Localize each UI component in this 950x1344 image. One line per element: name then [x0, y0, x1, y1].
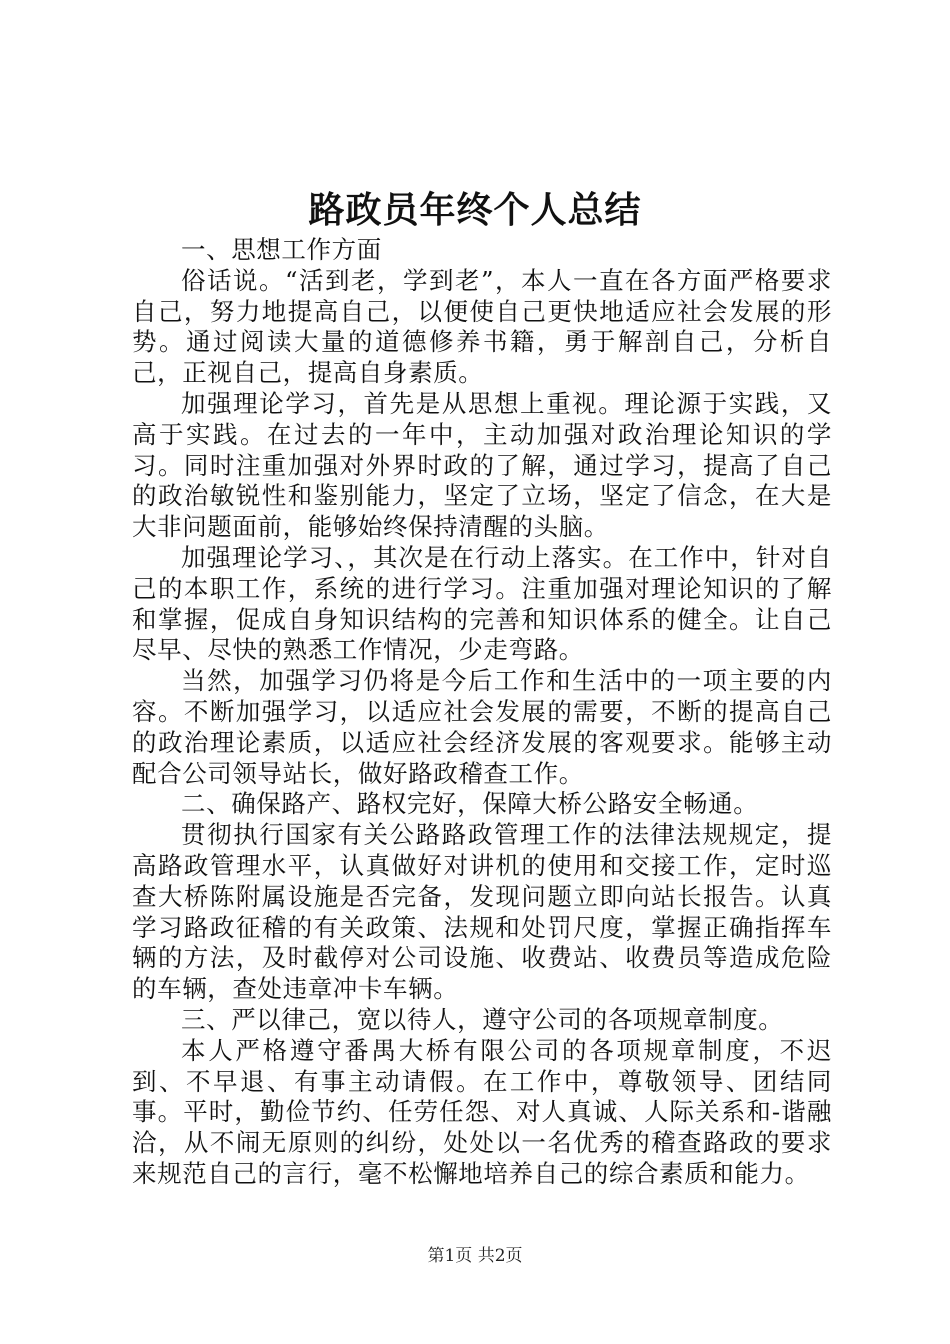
body-paragraph: 当然，加强学习仍将是今后工作和生活中的一项主要的内容。不断加强学习，以适应社会发展的需要，不断的提高自己的政治理论素质，以适应社会经济发展的客观要求。能够主动配合公司领导站长，做好路政稽查工作。 — [132, 666, 832, 788]
body-paragraph: 加强理论学习，首先是从思想上重视。理论源于实践，又高于实践。在过去的一年中，主动加强对政治理论知识的学习。同时注重加强对外界时政的了解，通过学习，提高了自己的政治敏锐性和鉴别能力，坚定了立场，坚定了信念，在大是大非问题面前，能够始终保持清醒的头脑。 — [132, 388, 832, 542]
section-heading-road: 二、确保路产、路权完好，保障大桥公路安全畅通。 — [181, 789, 759, 819]
section-heading-thought: 一、思想工作方面 — [181, 235, 382, 264]
section-heading-discipline: 三、严以律己，宽以待人，遵守公司的各项规章制度。 — [181, 1004, 784, 1034]
body-paragraph: 本人严格遵守番禺大桥有限公司的各项规章制度，不迟到、不早退、有事主动请假。在工作中，尊敬领导、团结同事。平时，勤俭节约、任劳任怨、对人真诚、人际关系和-谐融洽，从不闹无原则的纠纷，处处以一名优秀的稽查路政的要求来规范自己的言行，毫不松懈地培养自己的综合素质和能力。 — [132, 1035, 832, 1188]
body-paragraph: 加强理论学习、，其次是在行动上落实。在工作中，针对自己的本职工作，系统的进行学习。注重加强对理论知识的了解和掌握，促成自身知识结构的完善和知识体系的健全。让自己尽早、尽快的熟悉工作情况，少走弯路。 — [132, 542, 832, 665]
document-title: 路政员年终个人总结 — [308, 189, 642, 231]
body-paragraph: 贯彻执行国家有关公路路政管理工作的法律法规规定，提高路政管理水平，认真做好对讲机的使用和交接工作，定时巡查大桥陈附属设施是否完备，发现问题立即向站长报告。认真学习路政征稽的有关政策、法规和处罚尺度，掌握正确指挥车辆的方法，及时截停对公司设施、收费站、收费员等造成危险的车辆，查处违章冲卡车辆。 — [132, 820, 832, 1004]
document-body — [132, 235, 832, 1190]
page-number: 第1页 共2页 — [427, 1246, 523, 1266]
body-paragraph: 俗话说。“活到老，学到老”，本人一直在各方面严格要求自己，努力地提高自己，以便使自己更快地适应社会发展的形势。通过阅读大量的道德修养书籍，勇于解剖自己，分析自己，正视自己，提高自身素质。 — [132, 265, 832, 388]
